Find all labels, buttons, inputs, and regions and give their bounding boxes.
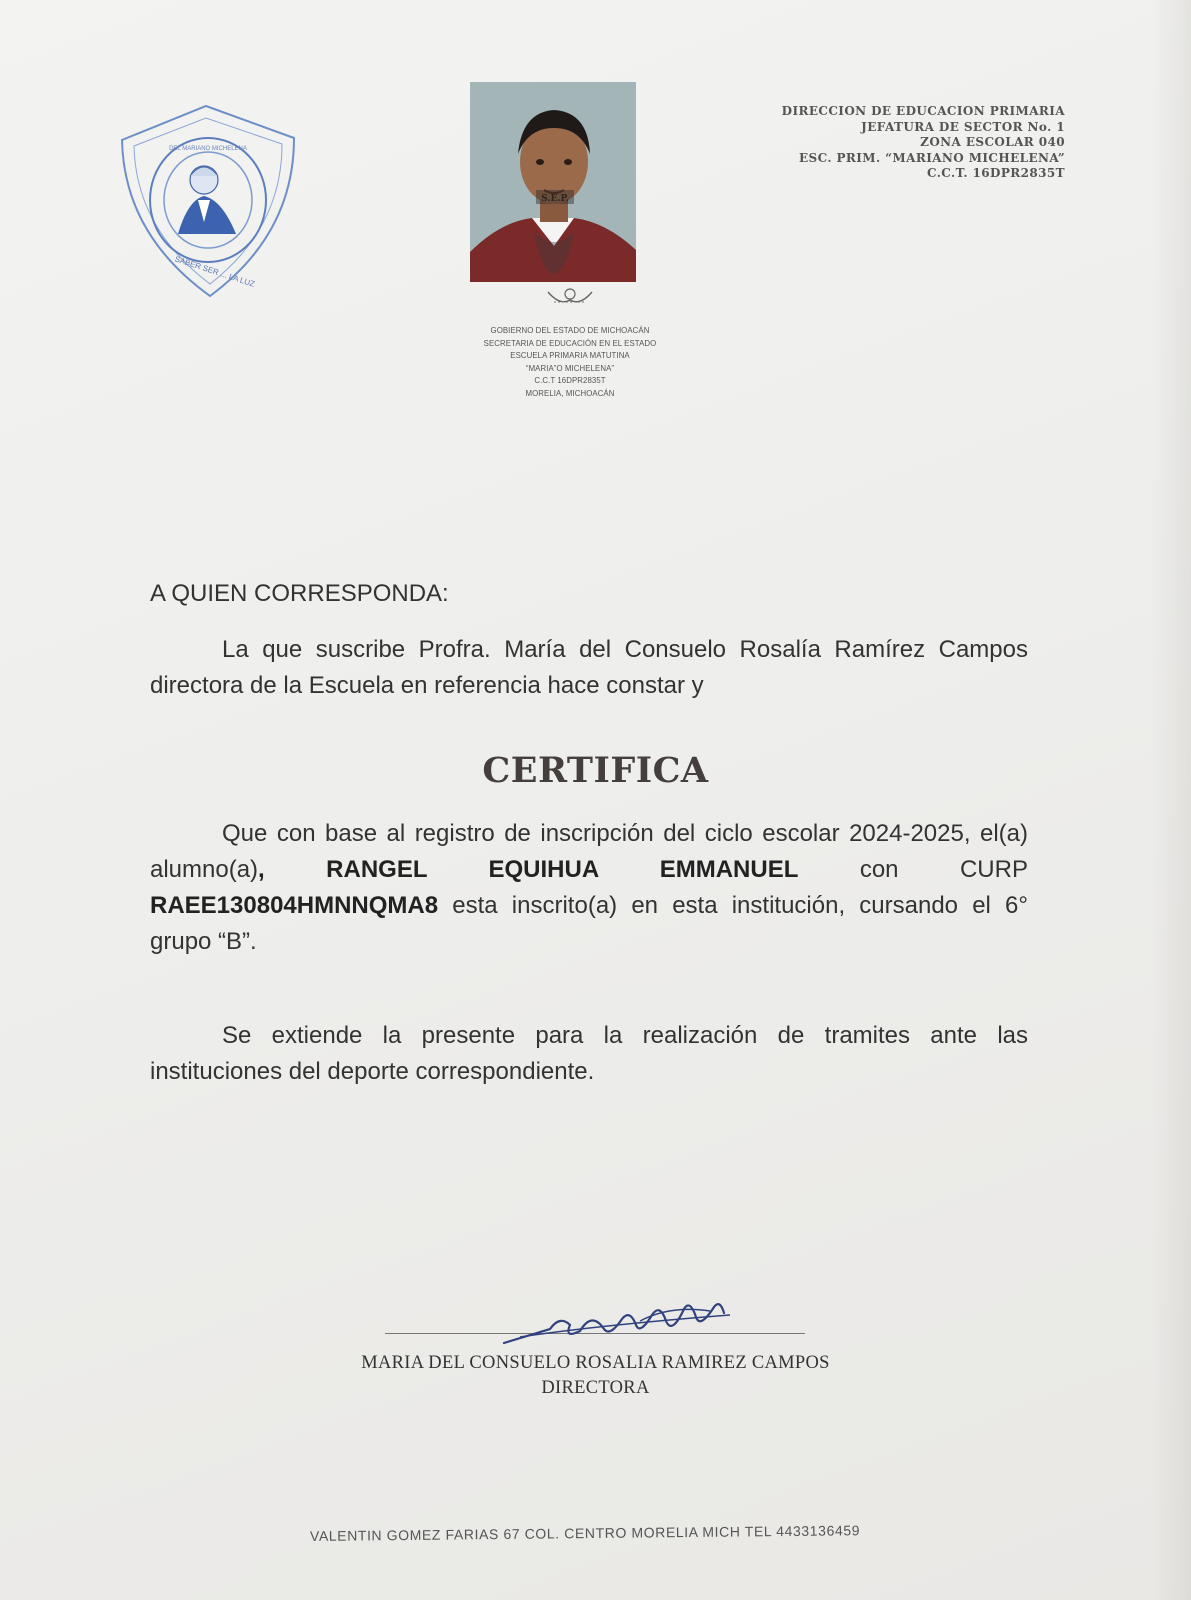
student-photo — [470, 82, 636, 282]
header-line: C.C.T. 16DPR2835T — [926, 166, 1065, 180]
header-line: ZONA ESCOLAR 040 — [920, 135, 1065, 149]
student-curp: RAEE130804HMNNQMA8 — [150, 892, 439, 919]
school-stamp — [470, 280, 670, 399]
stamp-line: MORELIA, MICHOACÁN — [525, 387, 615, 398]
crest-bottom-text: SABER SER ... LA LUZ — [173, 254, 256, 289]
cert-text-part1: Que con base al registro de inscripción del ciclo escolar 2024-2025, el(a) alumno(a) — [150, 820, 1028, 883]
photo-stamp-text: S.E.P. — [541, 194, 569, 204]
signer-role: DIRECTORA — [541, 1378, 650, 1398]
handwritten-signature — [500, 1295, 760, 1355]
stamp-line: ESCUELA PRIMARIA MATUTINA — [510, 350, 630, 360]
crest-top-text: DEL MARIANO MICHELENA — [169, 146, 247, 152]
stamp-line: GOBIERNO DEL ESTADO DE MICHOACÁN — [490, 325, 650, 335]
header-line: JEFATURA DE SECTOR No. 1 — [861, 119, 1065, 134]
school-crest-logo — [118, 104, 300, 300]
header-line: ESC. PRIM. “MARIANO MICHELENA” — [798, 150, 1065, 165]
stamp-eagle-icon — [540, 280, 600, 310]
certification-paragraph — [150, 816, 1028, 960]
stamp-line: SECRETARIA DE EDUCACIÓN EN EL ESTADO — [483, 337, 657, 348]
intro-text: La que suscribe Profra. María del Consuelo Rosalía Ramírez Campos directora de la Escuela en referencia hace constar y — [150, 636, 1028, 699]
closing-paragraph — [150, 1018, 1028, 1090]
intro-paragraph — [150, 632, 1028, 704]
stamp-line: “MARIA”O MICHELENA” — [525, 362, 615, 373]
salutation: A QUIEN CORRESPONDA: — [150, 580, 449, 607]
header-line: DIRECCION DE EDUCACION PRIMARIA — [781, 104, 1065, 118]
cert-text-part2: con CURP — [798, 856, 1028, 883]
institution-header — [782, 104, 1065, 182]
closing-text: Se extiende la presente para la realización de tramites ante las instituciones del deporte correspondiente. — [150, 1022, 1028, 1085]
footer-address: VALENTIN GOMEZ FARIAS 67 COL. CENTRO MORELIA MICH TEL 4433136459 — [309, 1522, 861, 1544]
student-name: , RANGEL EQUIHUA EMMANUEL — [258, 856, 799, 883]
certificate-heading: CERTIFICA — [482, 750, 709, 791]
stamp-line: C.C.T 16DPR2835T — [534, 375, 606, 385]
signer-name: MARIA DEL CONSUELO ROSALIA RAMIREZ CAMPOS — [361, 1353, 830, 1373]
cert-text-part3: esta inscrito(a) en esta institución, cursando el 6° grupo “B”. — [150, 892, 1028, 955]
stamp-text — [478, 324, 662, 399]
